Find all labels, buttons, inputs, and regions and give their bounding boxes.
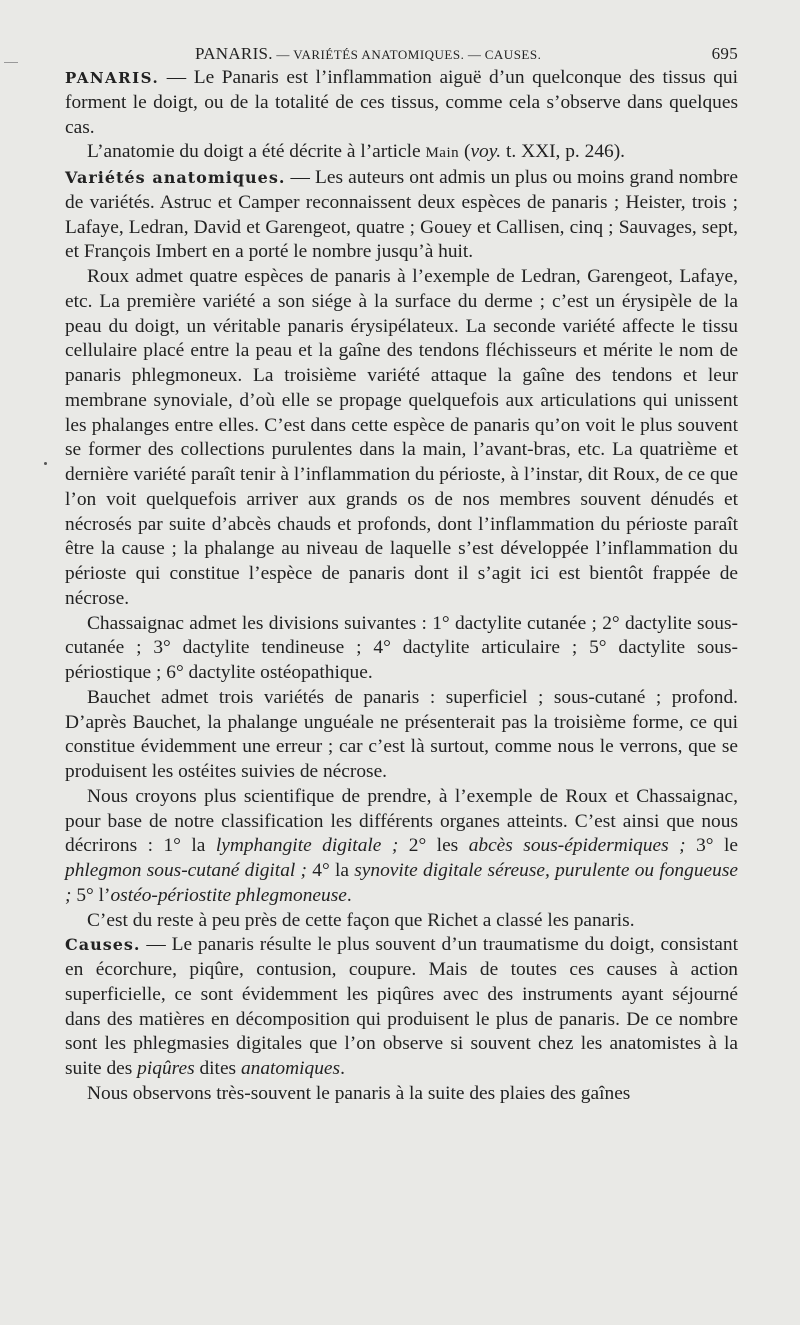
page-header bbox=[195, 44, 738, 64]
running-title: PANARIS. — VARIÉTÉS ANATOMIQUES. — CAUSES. bbox=[195, 44, 542, 63]
paragraph-varieties: Variétés anatomiques. — Les auteurs ont admis un plus ou moins grand nombre de variétés. Astruc et Camper reconnaissent deux espèces de panaris ; Heister, trois ; Lafaye, Ledran, David et Garengeot, quatre ; Gouey et Callisen, cinq ; Sauvages, sept, et François Imbert en a porté le nombre jusqu’à huit. bbox=[65, 167, 738, 263]
paragraph-anatomy: L’anatomie du doigt a été décrite à l’article Main (voy. t. XXI, p. 246). bbox=[87, 141, 626, 163]
page-number: 695 bbox=[711, 44, 738, 63]
section-heading-causes: Causes. bbox=[65, 935, 141, 955]
paragraph-definition: PANARIS. — Le Panaris est l’inflammation aiguë d’un quelconque des tissus qui forment le doigt, ou de la totalité de ces tissus, comme cela s’observe dans quelques cas. bbox=[65, 67, 738, 138]
paragraph-gaines: Nous observons très-souvent le panaris à la suite des plaies des gaînes bbox=[87, 1082, 631, 1104]
margin-mark bbox=[44, 462, 47, 465]
paragraph-richet: C’est du reste à peu près de cette façon que Richet a classé les panaris. bbox=[87, 909, 635, 931]
section-heading-panaris: PANARIS. bbox=[65, 69, 160, 87]
paragraph-roux: Roux admet quatre espèces de panaris à l’exemple de Ledran, Garengeot, Lafaye, etc. La première variété a son siége à la surface du derme ; c’est un érysipèle de la peau du doigt, un véritable panaris érysipélateux. La seconde variété affecte le tissu cellulaire placé entre la peau et la gaîne des tendons fléchisseurs et mérite le nom de panaris phlegmoneux. La troisième variété attaque la gaîne des tendons et leur membrane synoviale, d’où elle se propage quelquefois aux articulations qui unissent les phalanges entre elles. C’est dans cette espèce de panaris qu’on voit le plus souvent se former des collections purulentes dans la main, l’avant-bras, etc. La quatrième et dernière variété paraît tenir à l’inflammation du périoste, à l’instar, dit Roux, de ce que l’on voit quelquefois arriver aux grands os de nos membres souvent dénudés et nécrosés par suite d’abcès chauds et profonds, dont l’inflammation du périoste paraît être la cause ; la phalange au niveau de laquelle s’est développée l’inflammation du périoste qui constitue l’espèce de panaris dont il s’agit ici est bientôt frappée de nécrose. bbox=[65, 266, 738, 609]
paragraph-bauchet: Bauchet admet trois variétés de panaris : superficiel ; sous-cutané ; profond. D’après Bauchet, la phalange unguéale ne présenterait pas la troisième forme, ce qui constitue évidemment une erreur ; car c’est là surtout, comme nous le verrons, que se produisent les ostéites suivies de nécrose. bbox=[65, 686, 738, 782]
body-text bbox=[65, 66, 738, 1107]
paragraph-chassaignac: Chassaignac admet les divisions suivantes : 1° dactylite cutanée ; 2° dactylite sous-cutanée ; 3° dactylite tendineuse ; 4° dactylite articulaire ; 5° dactylite sous-périostique ; 6° dactylite ostéopathique. bbox=[65, 612, 738, 683]
paragraph-classification: Nous croyons plus scientifique de prendre, à l’exemple de Roux et Chassaignac, pour base de notre classification les différents organes atteints. C’est ainsi que nous décrirons : 1° la lymphangite digitale ; 2° les abcès sous-épidermiques ; 3° le phlegmon sous-cutané digital ; 4° la synovite digitale séreuse, purulente ou fongueuse ; 5° l’ostéo-périostite phlegmoneuse. bbox=[65, 785, 739, 906]
section-heading-varietes: Variétés anatomiques. bbox=[65, 168, 286, 187]
margin-mark bbox=[4, 62, 18, 63]
paragraph-causes: Causes. — Le panaris résulte le plus souvent d’un traumatisme du doigt, consistant en écorchure, piqûre, contusion, coupure. Mais de toutes ces causes à action superficielle, ce sont évidemment les piqûres avec des instruments ayant séjourné dans des matières en décomposition qui produisent le plus de panaris. De ce nombre sont les phlegmasies digitales que l’on observe si souvent chez les anatomistes à la suite des piqûres dites anatomiques. bbox=[65, 934, 738, 1079]
